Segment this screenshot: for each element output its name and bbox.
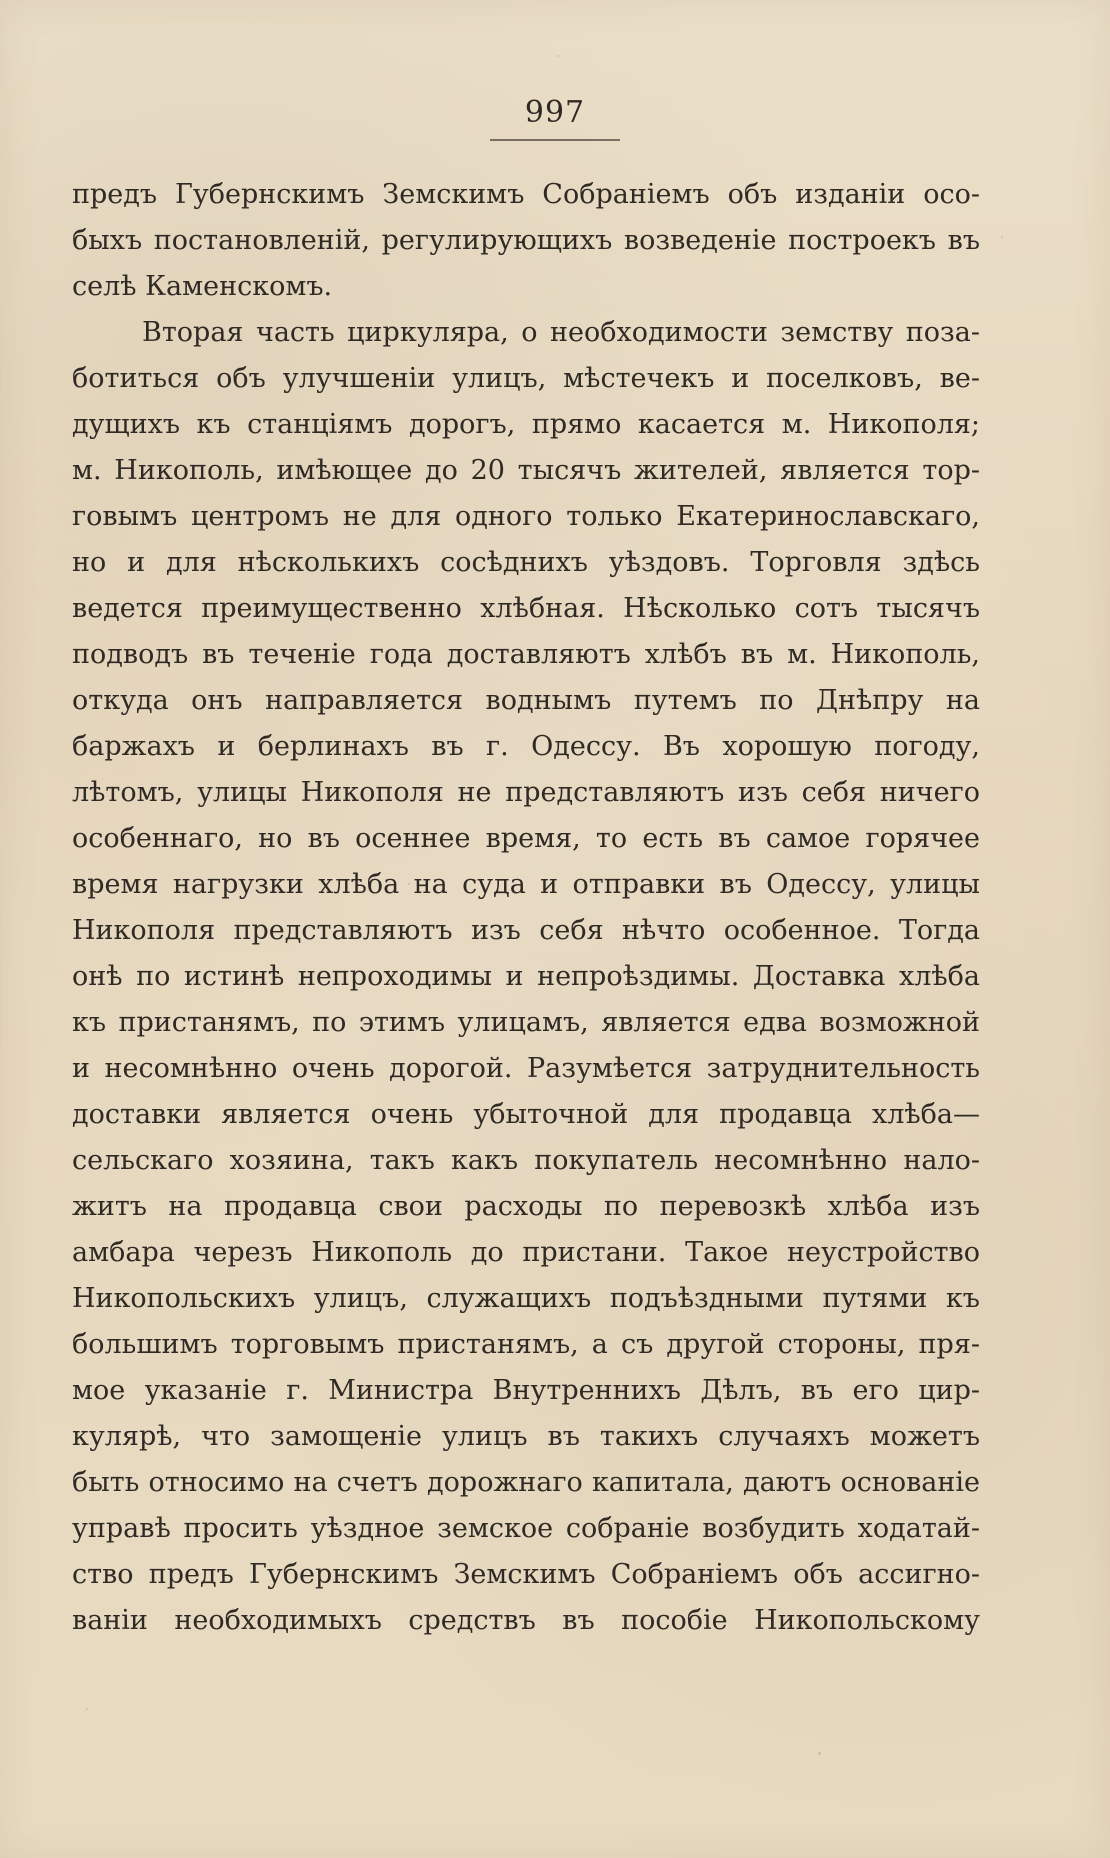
paper-speck: [408, 883, 410, 885]
text-line: дущихъ къ станціямъ дорогъ, прямо касается м. Никополя;: [72, 409, 980, 440]
text-line: мое указаніе г. Министра Внутреннихъ Дѣлъ, въ его цир-: [72, 1375, 980, 1406]
text-line: сельскаго хозяина, такъ какъ покупатель несомнѣнно нало-: [72, 1145, 980, 1176]
text-line: кулярѣ, что замощеніе улицъ въ такихъ случаяхъ можетъ: [72, 1421, 980, 1452]
text-line: Никопольскихъ улицъ, служащихъ подъѣздными путями къ: [72, 1283, 980, 1314]
paper-speck: [1001, 236, 1003, 238]
text-line: быхъ постановленій, регулирующихъ возведеніе построекъ въ: [72, 225, 980, 256]
text-line: лѣтомъ, улицы Никополя не представляютъ изъ себя ничего: [72, 777, 980, 808]
text-line: доставки является очень убыточной для продавца хлѣба—: [72, 1099, 980, 1130]
text-line: баржахъ и берлинахъ въ г. Одессу. Въ хорошую погоду,: [72, 731, 980, 762]
paper-speck: [557, 55, 559, 57]
text-line: подводъ въ теченіе года доставляютъ хлѣбъ въ м. Никополь,: [72, 639, 980, 670]
text-line: особеннаго, но въ осеннее время, то есть въ самое горячее: [72, 823, 980, 854]
text-line: къ пристанямъ, по этимъ улицамъ, является едва возможной: [72, 1007, 980, 1038]
text-line: селѣ Каменскомъ.: [72, 271, 333, 302]
page-number: 997: [524, 95, 586, 130]
paper-speck: [818, 1752, 821, 1755]
page-number-rule: [490, 139, 620, 141]
text-line: Никополя представляютъ изъ себя нѣчто особенное. Тогда: [72, 915, 980, 946]
text-line: ство предъ Губернскимъ Земскимъ Собраніемъ объ ассигно-: [72, 1559, 980, 1590]
paper-speck: [118, 468, 121, 471]
text-line: ботиться объ улучшеніи улицъ, мѣстечекъ и поселковъ, ве-: [72, 363, 980, 394]
text-line: ведется преимущественно хлѣбная. Нѣсколько сотъ тысячъ: [72, 593, 980, 624]
paper-speck: [86, 1708, 88, 1710]
text-line: ваніи необходимыхъ средствъ въ пособіе Никопольскому: [72, 1605, 980, 1636]
text-line: онѣ по истинѣ непроходимы и непроѣздимы. Доставка хлѣба: [72, 961, 980, 992]
text-line: м. Никополь, имѣющее до 20 тысячъ жителей, является тор-: [72, 455, 980, 486]
text-line: говымъ центромъ не для одного только Екатеринославскаго,: [72, 501, 980, 532]
paragraph-first-line: Вторая часть циркуляра, о необходимости земству поза-: [142, 317, 980, 348]
text-line: управѣ просить уѣздное земское собраніе возбудить ходатай-: [72, 1513, 980, 1544]
text-line: но и для нѣсколькихъ сосѣднихъ уѣздовъ. Торговля здѣсь: [72, 547, 980, 578]
text-line: и несомнѣнно очень дорогой. Разумѣется затруднительность: [72, 1053, 980, 1084]
text-line: амбара черезъ Никополь до пристани. Такое неустройство: [72, 1237, 980, 1268]
text-line: большимъ торговымъ пристанямъ, а съ другой стороны, пря-: [72, 1329, 980, 1360]
text-line: время нагрузки хлѣба на суда и отправки въ Одессу, улицы: [72, 869, 980, 900]
text-line: житъ на продавца свои расходы по перевозкѣ хлѣба изъ: [72, 1191, 980, 1222]
text-line: быть относимо на счетъ дорожнаго капитала, даютъ основаніе: [72, 1467, 980, 1498]
body-text: [72, 172, 980, 1644]
text-line: откуда онъ направляется воднымъ путемъ по Днѣпру на: [72, 685, 980, 716]
text-line: предъ Губернскимъ Земскимъ Собраніемъ объ изданіи осо-: [72, 179, 980, 210]
